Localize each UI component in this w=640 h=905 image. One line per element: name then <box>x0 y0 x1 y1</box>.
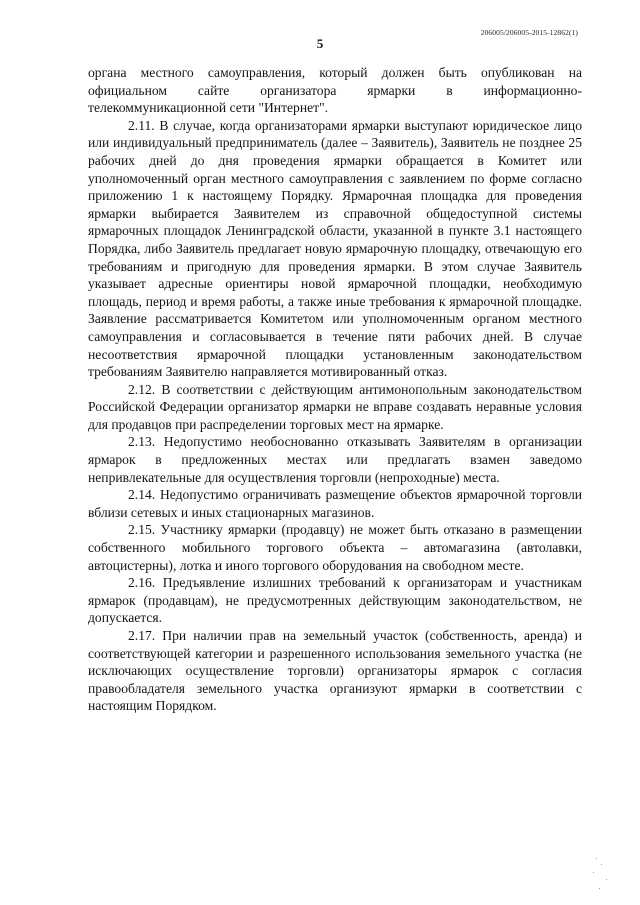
scan-artifact <box>599 888 600 889</box>
paragraph-2-11: 2.11. В случае, когда организаторами ярмарки выступают юридическое лицо или индивидуальный предприниматель (далее – Заявитель), Заявитель не позднее 25 рабочих дней до дня проведения ярмарки обращается в Комитет или уполномоченный орган местного самоуправления с заявлением по форме согласно приложению 1 к настоящему Порядку. Ярмарочная площадка для проведения ярмарки выбирается Заявителем из справочной общедоступной системы ярмарочных площадок Ленинградской области, указанной в пункте 3.1 настоящего Порядка, либо Заявитель предлагает новую ярмарочную площадку, отвечающую его требованиям и пригодную для проведения ярмарки. В этом случае Заявитель указывает адресные ориентиры новой ярмарочной площадки, необходимую площадь, период и время работы, а также иные требования к ярмарочной площадке. Заявление рассматривается Комитетом или уполномоченным органом местного самоуправления и согласовывается в течение пяти рабочих дней. В случае несоответствия ярмарочной площадки установленным законодательством требованиям Заявителю направляется мотивированный отказ. <box>88 117 582 380</box>
document-body <box>88 64 582 715</box>
paragraph-2-15: 2.15. Участнику ярмарки (продавцу) не может быть отказано в размещении собственного мобильного торгового объекта – автомагазина (автолавки, автоцистерны), лотка и иного торгового оборудования на свободном месте. <box>88 522 582 573</box>
scan-artifact <box>593 872 594 873</box>
paragraph-continuation: органа местного самоуправления, который должен быть опубликован на официальном сайте организатора ярмарки в информационно-телекоммуникационной сети "Интернет". <box>88 65 582 116</box>
paragraph-2-14: 2.14. Недопустимо ограничивать размещение объектов ярмарочной торговли вблизи сетевых и иных стационарных магазинов. <box>88 487 582 520</box>
paragraph-2-17: 2.17. При наличии прав на земельный участок (собственность, аренда) и соответствующей категории и разрешенного использования земельного участка (не исключающих осуществление торговли) организаторы ярмарок с согласия правообладателя земельного участка организуют ярмарки в соответствии с настоящим Порядком. <box>88 628 582 714</box>
scan-artifact <box>606 879 607 880</box>
paragraph-2-16: 2.16. Предъявление излишних требований к организаторам и участникам ярмарок (продавцам), не предусмотренных действующим законодательством, не допускается. <box>88 575 582 626</box>
page-number: 5 <box>316 36 324 51</box>
paragraph-2-13: 2.13. Недопустимо необоснованно отказывать Заявителям в организации ярмарок в предложенных местах или предлагать взамен заведомо непривлекательные для осуществления торговли (непроходные) места. <box>88 434 582 485</box>
document-id: 206005/206005-2015-12862(1) <box>480 28 578 37</box>
scan-artifact <box>601 864 602 865</box>
scan-artifact <box>596 858 597 859</box>
paragraph-2-12: 2.12. В соответствии с действующим антимонопольным законодательством Российской Федерации организатор ярмарки не вправе создавать неравные условия для продавцов при распределении торговых мест на ярмарке. <box>88 381 582 432</box>
